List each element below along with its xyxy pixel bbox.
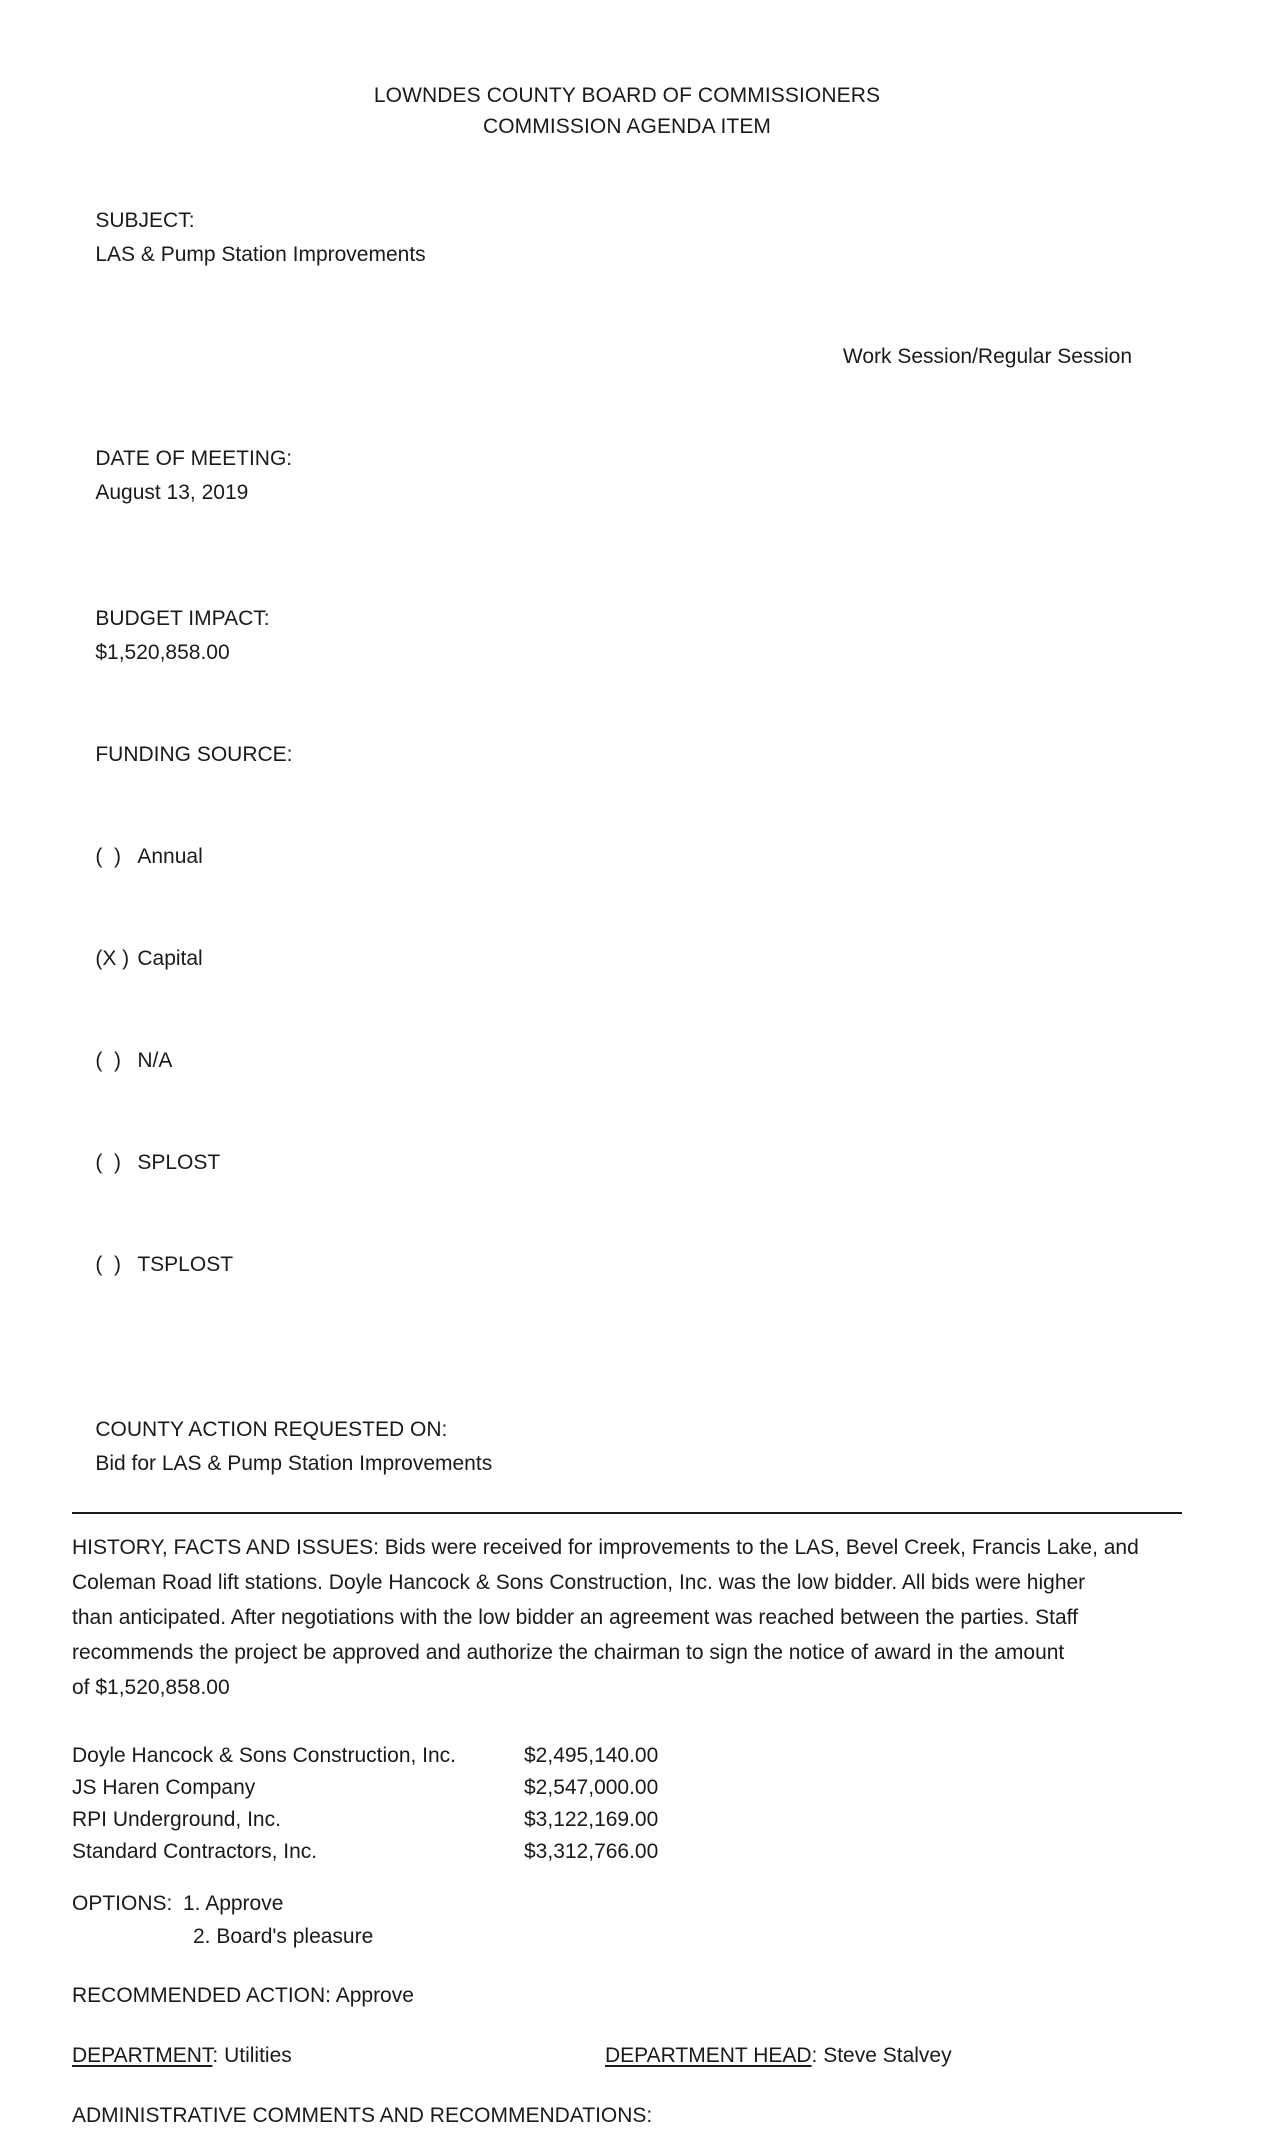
- department-label: DEPARTMENT: [72, 2044, 213, 2067]
- budget-impact-value: $1,520,858.00: [95, 641, 230, 664]
- history-line: Coleman Road lift stations. Doyle Hancock & Sons Construction, Inc. was the low bidder. All bids were higher: [72, 1571, 1086, 1594]
- options-section: [72, 1887, 1182, 1953]
- document-header: [72, 80, 1182, 142]
- bid-amount: $3,122,169.00: [524, 1808, 659, 1831]
- bid-amount: $2,547,000.00: [524, 1776, 659, 1799]
- department-head-label: DEPARTMENT HEAD: [605, 2044, 812, 2067]
- department-value: : Utilities: [212, 2044, 292, 2067]
- funding-source-label: FUNDING SOURCE:: [95, 743, 293, 766]
- admin-comments-label: ADMINISTRATIVE COMMENTS AND RECOMMENDATIONS:: [72, 2104, 653, 2127]
- funding-option-label: TSPLOST: [137, 1253, 234, 1276]
- meeting-date-label: DATE OF MEETING:: [95, 447, 293, 470]
- document-title-line2: COMMISSION AGENDA ITEM: [482, 115, 772, 138]
- funding-option-capital: [72, 908, 1182, 1010]
- department-line: [72, 2039, 1182, 2072]
- budget-impact-label: BUDGET IMPACT:: [95, 607, 270, 630]
- county-action-label: COUNTY ACTION REQUESTED ON:: [95, 1418, 448, 1441]
- bid-amount: $2,495,140.00: [524, 1744, 659, 1767]
- funding-option-label: SPLOST: [137, 1151, 221, 1174]
- meeting-date-line: [72, 408, 1182, 544]
- bidder-name: RPI Underground, Inc.: [72, 1808, 281, 1831]
- bidder-name: Doyle Hancock & Sons Construction, Inc.: [72, 1744, 457, 1767]
- horizontal-divider: [72, 1512, 1182, 1514]
- recommended-action-label: RECOMMENDED ACTION:: [72, 1984, 332, 2007]
- history-facts-paragraph: [72, 1530, 1182, 1705]
- history-line: recommends the project be approved and authorize the chairman to sign the notice of award in the amount: [72, 1641, 1065, 1664]
- funding-option-label: N/A: [137, 1049, 173, 1072]
- subject-line: [72, 170, 1182, 306]
- funding-option-annual: [72, 806, 1182, 908]
- checkbox-mark-tsplost: ( ): [95, 1253, 121, 1276]
- department-head-field: [605, 2039, 952, 2072]
- recommended-action-value: Approve: [335, 1984, 414, 2007]
- history-line: HISTORY, FACTS AND ISSUES: Bids were received for improvements to the LAS, Bevel Creek, Francis Lake, and: [72, 1536, 1139, 1559]
- department-head-value: : Steve Stalvey: [811, 2044, 952, 2067]
- history-line: than anticipated. After negotiations with the low bidder an agreement was reached between the parties. Staff: [72, 1606, 1078, 1629]
- options-first-line: [72, 1887, 1182, 1920]
- session-line: [72, 306, 1182, 408]
- document-title-line1: LOWNDES COUNTY BOARD OF COMMISSIONERS: [373, 84, 881, 107]
- department-field: [72, 2044, 292, 2067]
- budget-impact-line: [72, 568, 1182, 704]
- bid-row: [72, 1804, 1182, 1836]
- bid-amount: $3,312,766.00: [524, 1840, 659, 1863]
- bid-row: [72, 1836, 1182, 1868]
- funding-option-label: Capital: [137, 947, 203, 970]
- county-action-value: Bid for LAS & Pump Station Improvements: [95, 1452, 493, 1475]
- bid-row: [72, 1772, 1182, 1804]
- option-approve: 1. Approve: [183, 1892, 284, 1915]
- subject-label: SUBJECT:: [95, 209, 195, 232]
- history-line: of $1,520,858.00: [72, 1676, 230, 1699]
- meeting-date-value: August 13, 2019: [95, 481, 249, 504]
- checkbox-mark-na: ( ): [95, 1049, 121, 1072]
- subject-value: LAS & Pump Station Improvements: [95, 243, 426, 266]
- bid-row: [72, 1740, 1182, 1772]
- funding-option-label: Annual: [137, 845, 203, 868]
- funding-option-splost: [72, 1112, 1182, 1214]
- session-type-text: Work Session/Regular Session: [842, 345, 1132, 368]
- option-boards-pleasure: 2. Board's pleasure: [193, 1925, 374, 1948]
- funding-option-tsplost: [72, 1214, 1182, 1316]
- funding-option-na: [72, 1010, 1182, 1112]
- options-label: OPTIONS:: [72, 1892, 173, 1915]
- bidder-name: Standard Contractors, Inc.: [72, 1840, 318, 1863]
- checkbox-mark-splost: ( ): [95, 1151, 121, 1174]
- checkbox-mark-capital: (X ): [95, 947, 130, 970]
- bidder-name: JS Haren Company: [72, 1776, 256, 1799]
- checkbox-mark-annual: ( ): [95, 845, 121, 868]
- bid-table: [72, 1740, 1182, 1868]
- county-action-line: [72, 1379, 1182, 1515]
- recommended-action-line: [72, 1979, 1182, 2012]
